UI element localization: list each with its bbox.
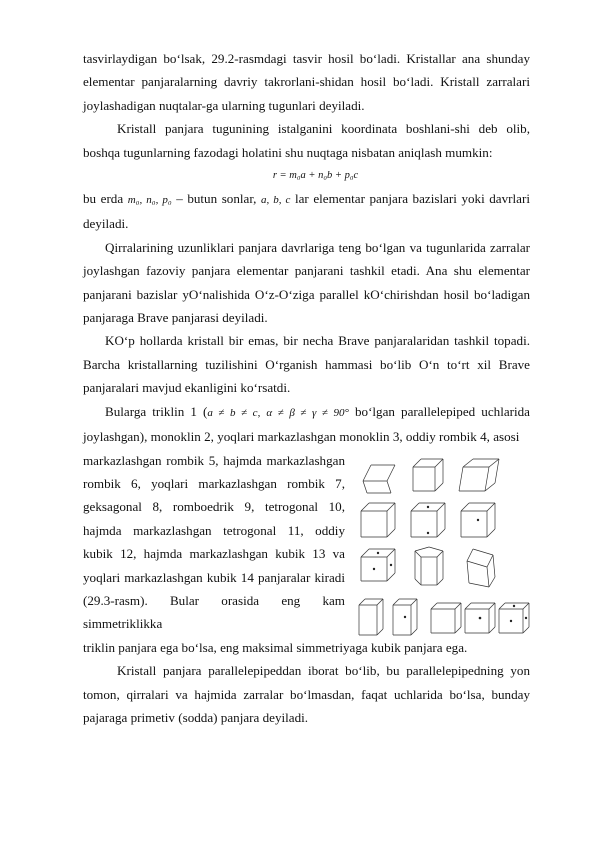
paragraph-1: tasvirlaydigan bo‘lsak, 29.2-rasmdagi tasvir hosil bo‘ladi. Kristallar ana shunday elementar panjaralarning davriy takrorlani-shidan hosil bo‘ladi. Kristall zarralari joylashadigan nuqtalar-ga ularning tugunlari deyiladi. [83,51,530,113]
p6-cond2: α ≠ β ≠ γ ≠ 90° [266,406,349,419]
paragraph-3 [83,187,530,236]
lattice-monoclinic-centered [459,459,499,491]
p6-cond1: a ≠ b ≠ c, [207,406,261,419]
p3-end: lar elementar panjara bazislari yoki davrlari deyiladi. [83,191,530,232]
p6-after: bo‘lgan parallelepiped uchlarida joylashgan), monoklin 2, yoqlari markazlashgan monoklin 3, oddiy rombik 4, asosi [83,403,530,445]
lattice-orthorhombic-base [411,503,445,537]
p3-mid: – butun sonlar, [176,191,257,207]
document-page [83,47,530,729]
lattice-triclinic [363,465,395,493]
p3-start: bu erda [83,191,124,207]
lattice-hexagonal [415,547,443,585]
lattice-cubic-body [465,603,495,633]
paragraph-4: Qirralarining uzunliklari panjara davrlariga teng bo‘lgan va tugunlarida zarralar joylashgan fazoviy panjara elementar panjarani tashkil etadi. Ana shu elementar panjarani bazislar yO‘nalishida O‘z-O‘ziga parallel kO‘chirishdan hosil bo‘ladigan panjaraga Brave panjarasi deyiladi. [83,239,530,326]
lattice-monoclinic [413,459,443,491]
lattice-orthorhombic-face [361,549,395,581]
lattice-orthorhombic-body [461,503,495,537]
paragraph-6-end: triklin panjara ega bo‘lsa, eng maksimal simmetriyaga kubik panjara ega. [83,639,468,655]
figure-wrap [83,449,530,636]
p3-basis: a, b, c [261,194,291,207]
lattice-tetragonal [359,599,383,635]
bravais-lattices-drawing [353,451,533,651]
paragraph-7: Kristall panjara parallelepipeddan iborat bo‘lib, bu parallelepipedning yon tomon, qirralari va hajmida zarralar bo‘lmasdan, faqat uchlarida bo‘lsa, bunday pajaraga primetiv (sodda) panjara deyiladi. [83,663,530,725]
p3-vars: m₀, n₀, p₀ [127,194,172,207]
lattice-tetragonal-body [393,599,417,635]
paragraph-2: Kristall panjara tugunining istalganini koordinata boshlani-shi deb olib, boshqa tugunlarning fazodagi holatini shu nuqtaga nisbatan aniqlash mumkin: [83,121,530,160]
paragraph-6-wrap: markazlashgan rombik 5, hajmda markazlashgan rombik 6, yoqlari markazlashgan rombik 7, geksagonal 8, romboedrik 9, tetrogonal 10, hajmda markazlashgan tetrogonal 11, oddiy kubik 12, hajmda markazlashgan kubik 13 va yoqlari markazlashgan kubik 14 panjaralar kiradi (29.3-rasm). Bular orasida eng kam simmetriklikka [83,452,345,632]
paragraph-6 [83,400,530,449]
lattice-rhombohedral [467,549,495,587]
lattice-cubic [431,603,461,633]
lattice-vector-formula: r = m₀a + n₀b + p₀c [272,170,359,182]
bravais-lattices-figure [353,451,533,651]
paragraph-5: KO‘p hollarda kristall bir emas, bir necha Brave panjaralaridan tashkil topadi. Barcha kristallarning tuzilishini O‘rganish hammasi bo‘lib O‘n to‘rt xil Brave panjaralari mavjud ekanligini ko‘rsatdi. [83,333,530,396]
lattice-cubic-face [499,603,529,633]
p6-start: Bularga triklin 1 ( [105,403,208,419]
lattice-orthorhombic [361,503,395,537]
